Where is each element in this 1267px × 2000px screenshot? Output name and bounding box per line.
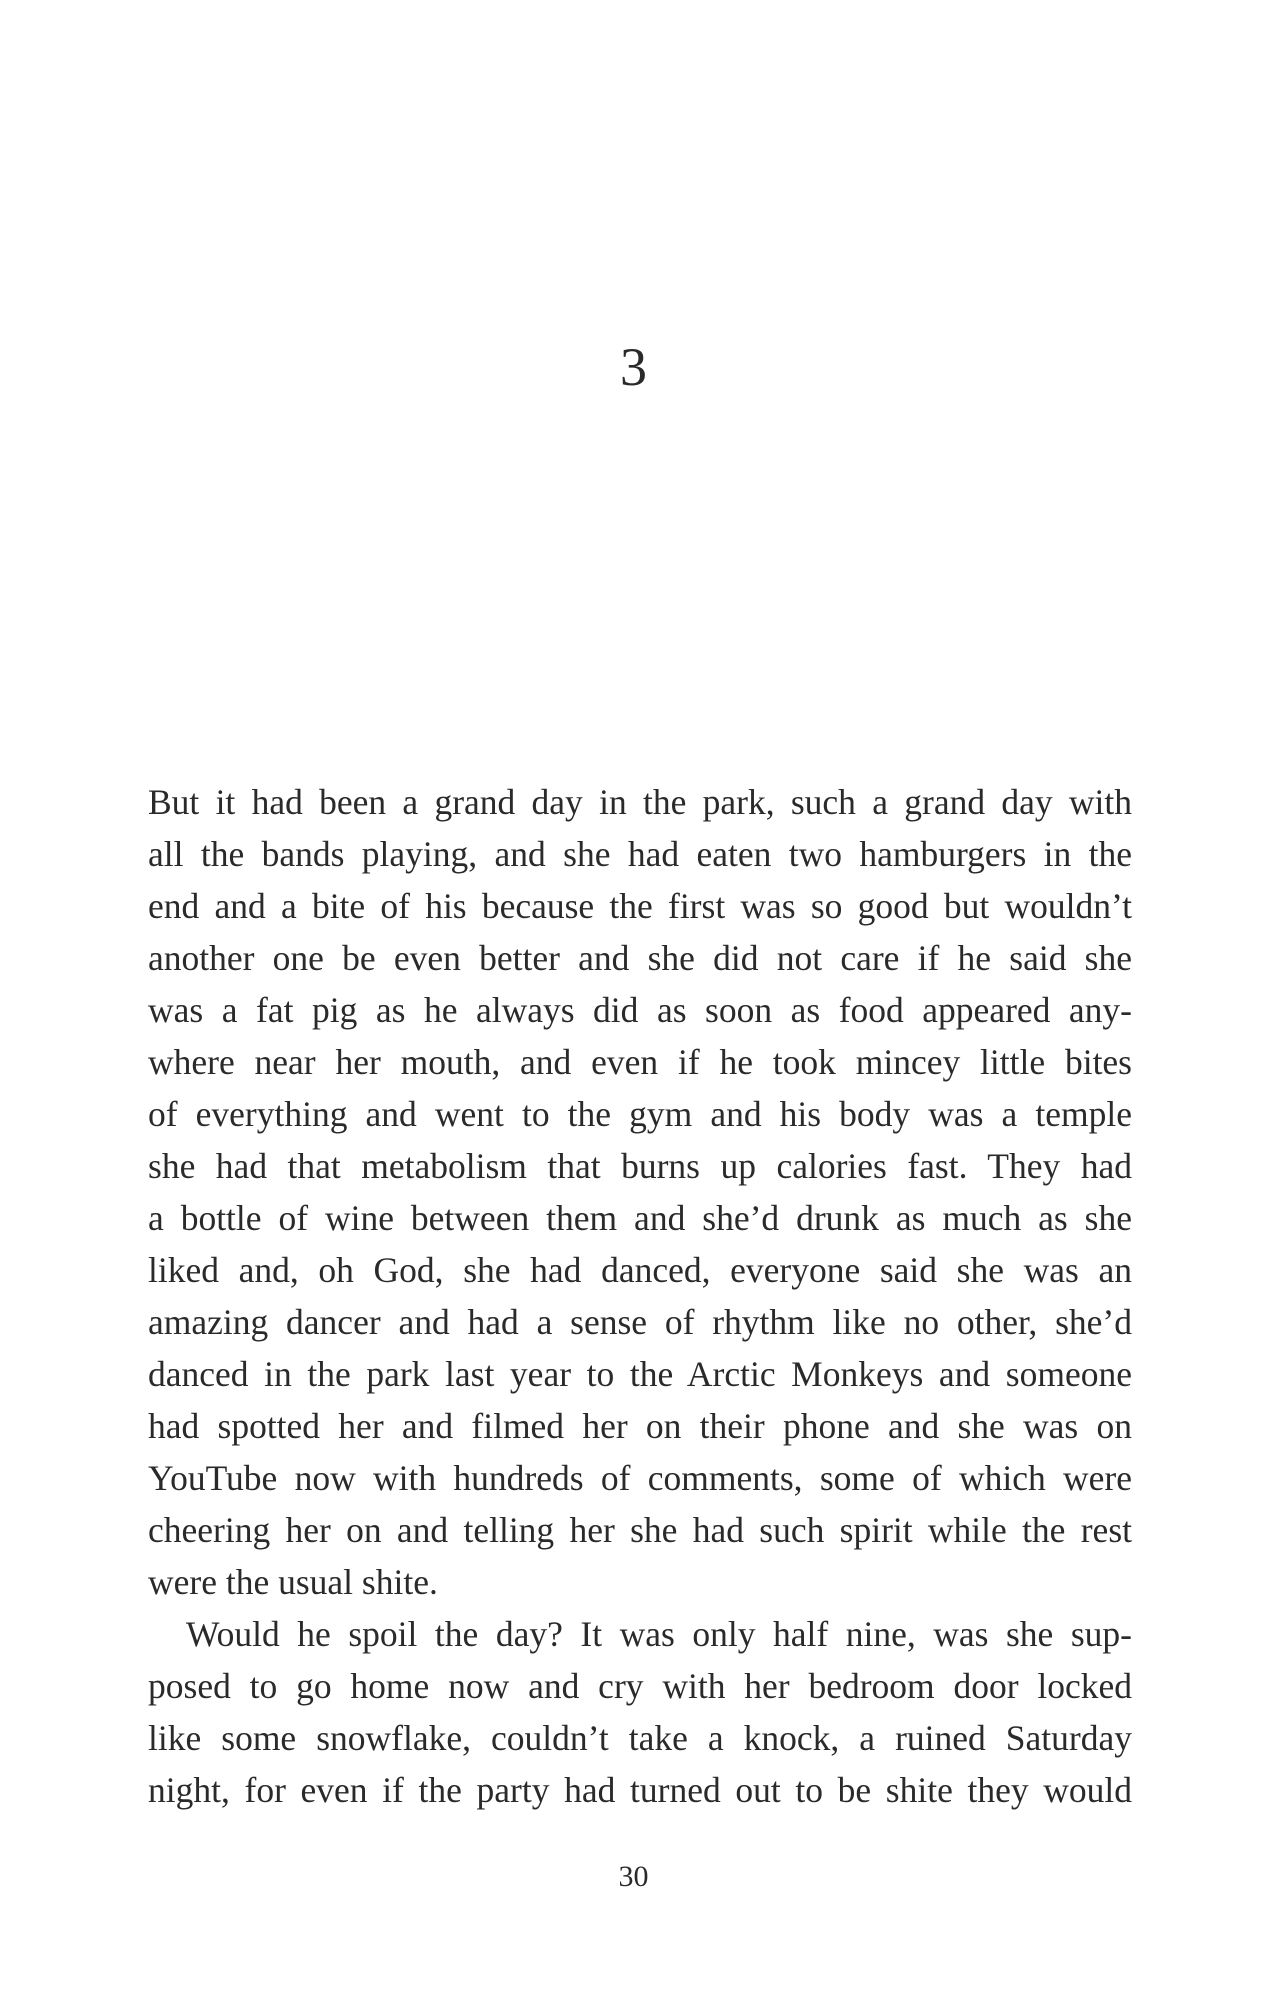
text-line: danced in the park last year to the Arctic Monkeys and someone	[148, 1354, 1132, 1394]
page-number: 30	[618, 1860, 649, 1893]
text-line: amazing dancer and had a sense of rhythm like no other, she’d	[148, 1302, 1132, 1342]
text-line: YouTube now with hundreds of comments, some of which were	[148, 1458, 1132, 1498]
text-line: of everything and went to the gym and his body was a temple	[148, 1094, 1132, 1134]
text-line: another one be even better and she did not care if he said she	[148, 938, 1132, 978]
text-line: where near her mouth, and even if he took mincey little bites	[148, 1042, 1132, 1082]
text-line: was a fat pig as he always did as soon as food appeared any-	[148, 990, 1132, 1030]
text-line: liked and, oh God, she had danced, everyone said she was an	[148, 1250, 1132, 1290]
text-line: had spotted her and filmed her on their phone and she was on	[148, 1406, 1132, 1446]
text-line: cheering her on and telling her she had such spirit while the rest	[148, 1510, 1132, 1550]
text-line: were the usual shite.	[148, 1562, 438, 1602]
text-line: all the bands playing, and she had eaten two hamburgers in the	[148, 834, 1132, 874]
text-line: night, for even if the party had turned out to be shite they would	[148, 1770, 1132, 1810]
chapter-number: 3	[620, 337, 647, 397]
text-line: a bottle of wine between them and she’d drunk as much as she	[148, 1198, 1132, 1238]
text-line: end and a bite of his because the first was so good but wouldn’t	[148, 886, 1132, 926]
text-line: Would he spoil the day? It was only half nine, was she sup-	[186, 1614, 1132, 1654]
text-line: posed to go home now and cry with her bedroom door locked	[148, 1666, 1132, 1706]
text-line: like some snowflake, couldn’t take a knock, a ruined Saturday	[148, 1718, 1132, 1758]
text-line: she had that metabolism that burns up calories fast. They had	[148, 1146, 1132, 1186]
text-line: But it had been a grand day in the park, such a grand day with	[148, 782, 1132, 822]
paragraph-2	[148, 1608, 1132, 1816]
paragraph-1	[148, 776, 1132, 1608]
body-text	[148, 776, 1132, 1816]
